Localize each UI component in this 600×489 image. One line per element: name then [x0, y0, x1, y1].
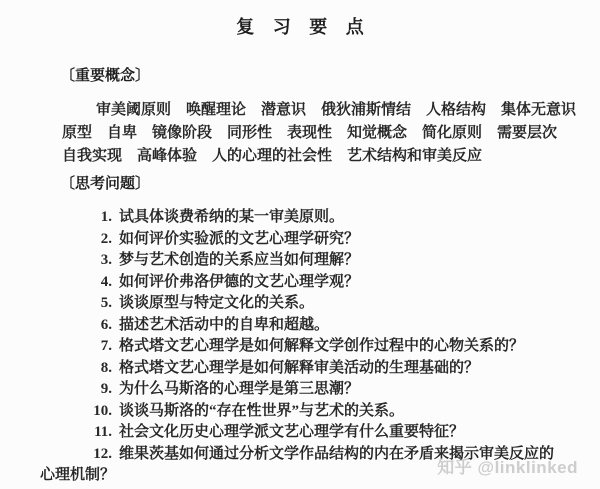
question-number: 11. — [94, 424, 112, 440]
question-number: 12. — [93, 445, 112, 462]
question-item — [40, 229, 556, 251]
question-text: 描述艺术活动中的自卑和超越。 — [119, 316, 330, 333]
question-text: 维果茨基如何通过分析文学作品结构的内在矛盾来揭示审美反应的心理机制？ — [40, 445, 555, 483]
question-item — [40, 336, 556, 358]
question-text: 试具体谈费希纳的某一审美原则。 — [119, 209, 345, 225]
question-item — [40, 272, 556, 294]
question-text: 梦与艺术创造的关系应当如何理解？ — [119, 252, 360, 268]
page-title: 复 习 要 点 — [236, 17, 371, 37]
watermark: 知乎 @linklinked — [437, 458, 578, 477]
question-text: 如何评价弗洛伊德的文艺心理学观？ — [119, 273, 360, 290]
question-item — [40, 250, 556, 272]
question-number: 6. — [100, 316, 112, 333]
question-item — [40, 293, 556, 315]
question-number: 1. — [100, 209, 112, 225]
question-item — [40, 315, 556, 337]
question-number: 4. — [100, 273, 112, 290]
question-text: 格式塔文艺心理学是如何解释审美活动的生理基础的？ — [119, 359, 480, 376]
question-number: 10. — [93, 402, 112, 419]
question-text: 如何评价实验派的文艺心理学研究？ — [119, 230, 360, 247]
question-text: 社会文化历史心理学派文艺心理学有什么重要特征？ — [119, 424, 465, 440]
concepts-line: 审美阈原则 唤醒理论 潜意识 俄狄浦斯情结 人格结构 集体无意识 — [96, 102, 577, 118]
key-concepts-paragraph — [62, 99, 600, 168]
section-heading-key-concepts: 〔重要概念〕 — [60, 68, 151, 84]
question-text: 谈谈原型与特定文化的关系。 — [119, 295, 315, 311]
question-number: 7. — [100, 338, 112, 354]
question-item — [40, 207, 556, 229]
question-number: 8. — [100, 359, 112, 376]
question-item — [40, 422, 556, 444]
question-number: 9. — [100, 381, 112, 397]
concepts-line: 自我实现 高峰体验 人的心理的社会性 艺术结构和审美反应 — [62, 148, 483, 164]
question-number: 2. — [100, 230, 112, 247]
question-text: 格式塔文艺心理学是如何解释文学创作过程中的心物关系的？ — [119, 338, 525, 354]
question-item — [40, 401, 556, 423]
question-item — [40, 358, 556, 380]
questions-list — [40, 207, 556, 487]
concepts-line: 原型 自卑 镜像阶段 同形性 表现性 知觉概念 简化原则 需要层次 — [62, 125, 558, 141]
section-heading-questions: 〔思考问题〕 — [60, 176, 151, 192]
question-item — [40, 379, 556, 401]
question-number: 5. — [100, 295, 112, 311]
question-text: 谈谈马斯洛的“存在性世界”与艺术的关系。 — [119, 402, 405, 419]
question-number: 3. — [100, 252, 112, 268]
question-text: 为什么马斯洛的心理学是第三思潮？ — [119, 381, 360, 397]
